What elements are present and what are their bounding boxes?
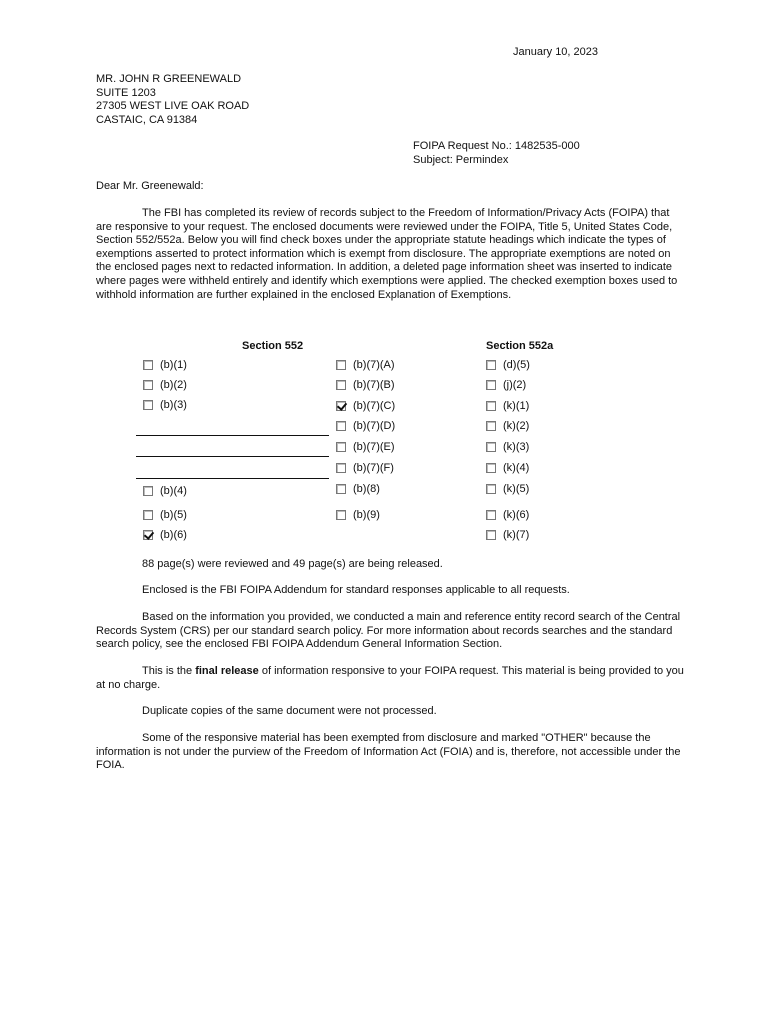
exemption-label: (b)(7)(D) [353,420,396,432]
empty-checkbox[interactable] [486,421,496,431]
divider-line [136,478,329,479]
empty-checkbox[interactable] [143,380,153,390]
exemption-label: (d)(5) [503,359,530,371]
exemption-label: (b)(5) [160,509,187,521]
exemption-item [336,482,380,496]
final-release-emphasis: final release [195,665,259,677]
empty-checkbox[interactable] [486,360,496,370]
exemption-label: (b)(1) [160,359,187,371]
exemption-item [486,358,530,372]
empty-checkbox[interactable] [336,442,346,452]
exemption-label: (k)(4) [503,462,530,474]
intro-paragraph: The FBI has completed its review of records subject to the Freedom of Information/Privacy Acts (FOIPA) that are responsive to your request. The enclosed documents were reviewed under the FOIPA, Title 5, United States Code, Section 552/552a. Below you will find check boxes under the appropriate statute headings which indicate the types of exemptions asserted to protect information which is exempt from disclosure. The appropriate exemptions are noted on the enclosed pages next to redacted information. In addition, a deleted page information sheet was inserted to indicate where pages were withheld entirely and identify which exemptions were applied. The checked exemption boxes used to withhold information are further explained in the enclosed Explanation of Exemptions. [96,207,678,301]
exemption-label: (k)(2) [503,420,530,432]
empty-checkbox[interactable] [336,510,346,520]
empty-checkbox[interactable] [336,360,346,370]
empty-checkbox[interactable] [336,463,346,473]
recipient-address [96,73,249,127]
exemption-item [143,508,187,522]
exemption-item [486,508,529,522]
exemption-item [336,358,395,372]
empty-checkbox[interactable] [336,484,346,494]
exemption-item [486,378,526,392]
exemption-label: (k)(1) [503,400,530,412]
exemption-label: (j)(2) [503,379,527,391]
checked-checkbox[interactable] [336,401,346,411]
empty-checkbox[interactable] [143,510,153,520]
exemption-item [336,378,395,392]
exemption-label: (b)(7)(F) [353,462,394,474]
empty-checkbox[interactable] [486,401,496,411]
exemption-label: (b)(4) [160,485,187,497]
exemption-item [143,358,187,372]
empty-checkbox[interactable] [143,360,153,370]
empty-checkbox[interactable] [486,484,496,494]
reference-block [413,140,580,167]
pages-reviewed-line: 88 page(s) were reviewed and 49 page(s) are being released. [142,558,443,570]
empty-checkbox[interactable] [486,530,496,540]
checked-checkbox[interactable] [143,530,153,540]
exemption-label: (b)(7)(A) [353,359,395,371]
other-material-paragraph: Some of the responsive material has been exempted from disclosure and marked "OTHER" because the information is not under the purview of the Freedom of Information Act (FOIA) and is, therefore, not accessible under the FOIA. [96,732,681,772]
section-552a-header: Section 552a [486,340,554,352]
recipient-name: MR. JOHN R GREENEWALD [96,73,242,85]
section-552-header: Section 552 [242,340,304,352]
letter-date: January 10, 2023 [513,46,599,58]
exemption-item [486,440,529,454]
search-paragraph: Based on the information you provided, we conducted a main and reference entity record search of the Central Records System (CRS) per our standard search policy. For more information about records searches and the standard search policy, see the enclosed FBI FOIPA Addendum General Information Section. [96,611,681,651]
exemption-label: (b)(7)(E) [353,441,395,453]
salutation: Dear Mr. Greenewald: [96,180,204,192]
exemption-item [336,419,395,433]
exemption-item [143,378,187,392]
duplicate-copies-line: Duplicate copies of the same document were not processed. [142,705,437,717]
exemption-label: (b)(7)(C) [353,400,396,412]
exemption-item [336,440,395,454]
exemption-label: (k)(5) [503,483,530,495]
final-release-paragraph: This is the final release of information responsive to your FOIPA request. This material is being provided to you at no charge. [96,665,684,691]
exemption-item [143,528,187,542]
empty-checkbox[interactable] [143,486,153,496]
empty-checkbox[interactable] [486,463,496,473]
exemption-label: (b)(9) [353,509,380,521]
request-subject: Subject: Permindex [413,153,509,166]
exemption-item [336,399,395,413]
exemption-label: (b)(7)(B) [353,379,395,391]
exemption-item [336,461,394,475]
exemption-label: (k)(6) [503,509,530,521]
exemption-item [143,484,187,498]
exemption-item [486,419,529,433]
exemption-label: (b)(2) [160,379,187,391]
exemption-item [486,461,529,475]
empty-checkbox[interactable] [143,400,153,410]
exemption-item [143,398,187,412]
empty-checkbox[interactable] [336,380,346,390]
exemption-label: (b)(6) [160,529,187,541]
exemption-label: (k)(3) [503,441,530,453]
request-number: FOIPA Request No.: 1482535-000 [413,140,580,152]
divider-line [136,435,329,436]
empty-checkbox[interactable] [486,442,496,452]
divider-line [136,456,329,457]
exemption-label: (b)(3) [160,399,187,411]
exemption-item [486,482,529,496]
recipient-city: CASTAIC, CA 91384 [96,113,198,126]
addendum-line: Enclosed is the FBI FOIPA Addendum for standard responses applicable to all requests. [142,584,570,596]
exemption-label: (b)(8) [353,483,380,495]
empty-checkbox[interactable] [486,510,496,520]
exemption-item [336,508,380,522]
exemption-item [486,528,529,542]
recipient-suite: SUITE 1203 [96,86,156,99]
empty-checkbox[interactable] [486,380,496,390]
recipient-street: 27305 WEST LIVE OAK ROAD [96,100,250,112]
exemption-item [486,399,529,413]
empty-checkbox[interactable] [336,421,346,431]
exemption-label: (k)(7) [503,529,530,541]
